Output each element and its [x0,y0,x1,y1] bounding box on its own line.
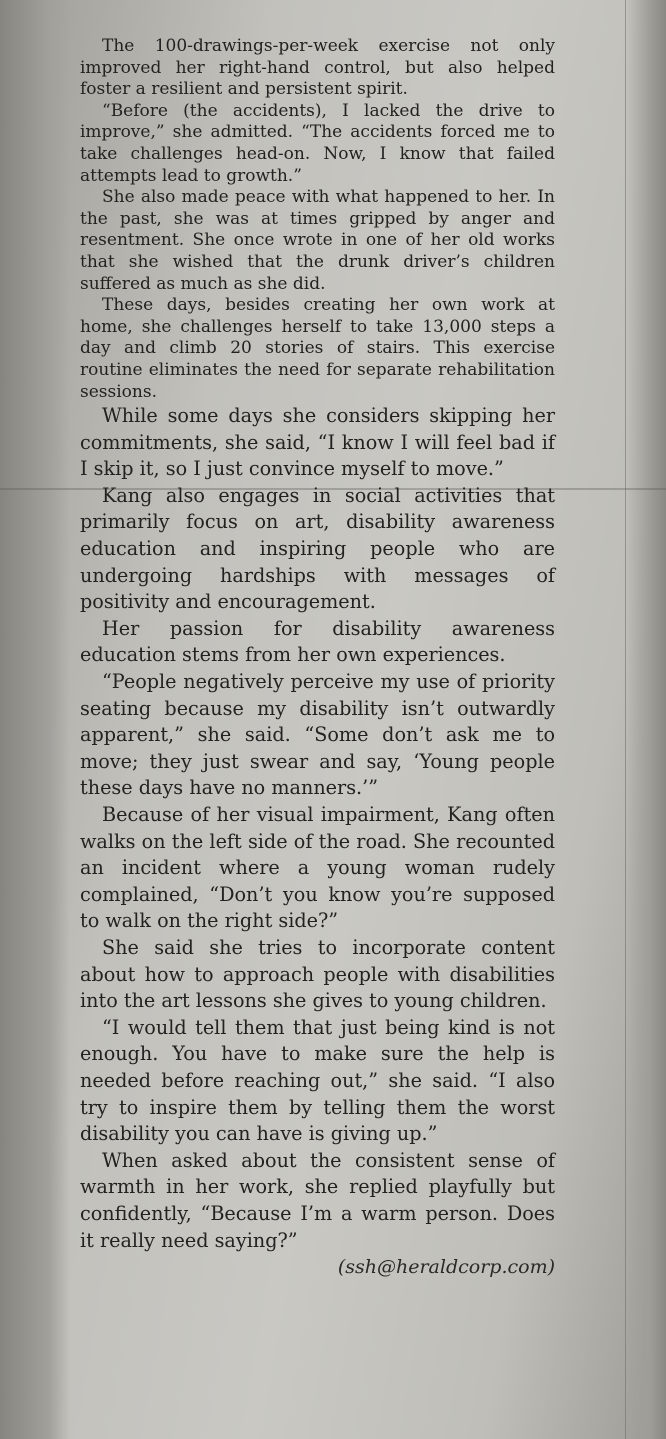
article-lower-section [80,403,555,1254]
paragraph: “People negatively perceive my use of priority seating because my disability isn’t outwardly apparent,” she said. “Some don’t ask me to move; they just swear and say, ‘Young people these days have no manners.’” [80,670,555,800]
paragraph: While some days she considers skipping her commitments, she said, “I know I will feel bad if I skip it, so I just convince myself to move.” [80,404,555,481]
paragraph: She said she tries to incorporate content about how to approach people with disabilities into the art lessons she gives to young children. [80,935,555,1013]
left-page-margin [0,0,70,1439]
paragraph: Kang also engages in social activities that primarily focus on art, disability awareness education and inspiring people who are undergoing hardships with messages of positivity and encouragement. [80,483,555,614]
paragraph: Because of her visual impairment, Kang often walks on the left side of the road. She recounted an incident where a young woman rudely complained, “Don’t you know you’re supposed to walk on the right side?” [80,803,555,933]
article-body [80,36,555,1278]
article-upper-section [80,36,555,403]
paragraph: When asked about the consistent sense of warmth in her work, she replied playfully but confidently, “Because I’m a warm person. Does it really need saying?” [80,1148,555,1252]
paragraph: The 100-drawings-per-week exercise not only improved her right-hand control, but also helped foster a resilient and persistent spirit. [80,36,555,100]
column-rule [625,0,626,1439]
paragraph: “Before (the accidents), I lacked the drive to improve,” she admitted. “The accidents forced me to take challenges head-on. Now, I know that failed attempts lead to growth.” [80,100,555,186]
adjacent-column-edge [626,0,666,1439]
paragraph: These days, besides creating her own work at home, she challenges herself to take 13,000 steps a day and climb 20 stories of stairs. This exercise routine eliminates the need for separate rehabilitation sessions. [80,295,555,402]
paragraph: “I would tell them that just being kind is not enough. You have to make sure the help is needed before reaching out,” she said. “I also try to inspire them by telling them the worst disability you can have is giving up.” [80,1015,555,1146]
paragraph: Her passion for disability awareness education stems from her own experiences. [80,616,555,667]
paragraph: She also made peace with what happened to her. In the past, she was at times gripped by anger and resentment. She once wrote in one of her old works that she wished that the drunk driver’s children suffered as much as she did. [80,187,555,294]
author-email-byline: (ssh@heraldcorp.com) [337,1256,555,1279]
